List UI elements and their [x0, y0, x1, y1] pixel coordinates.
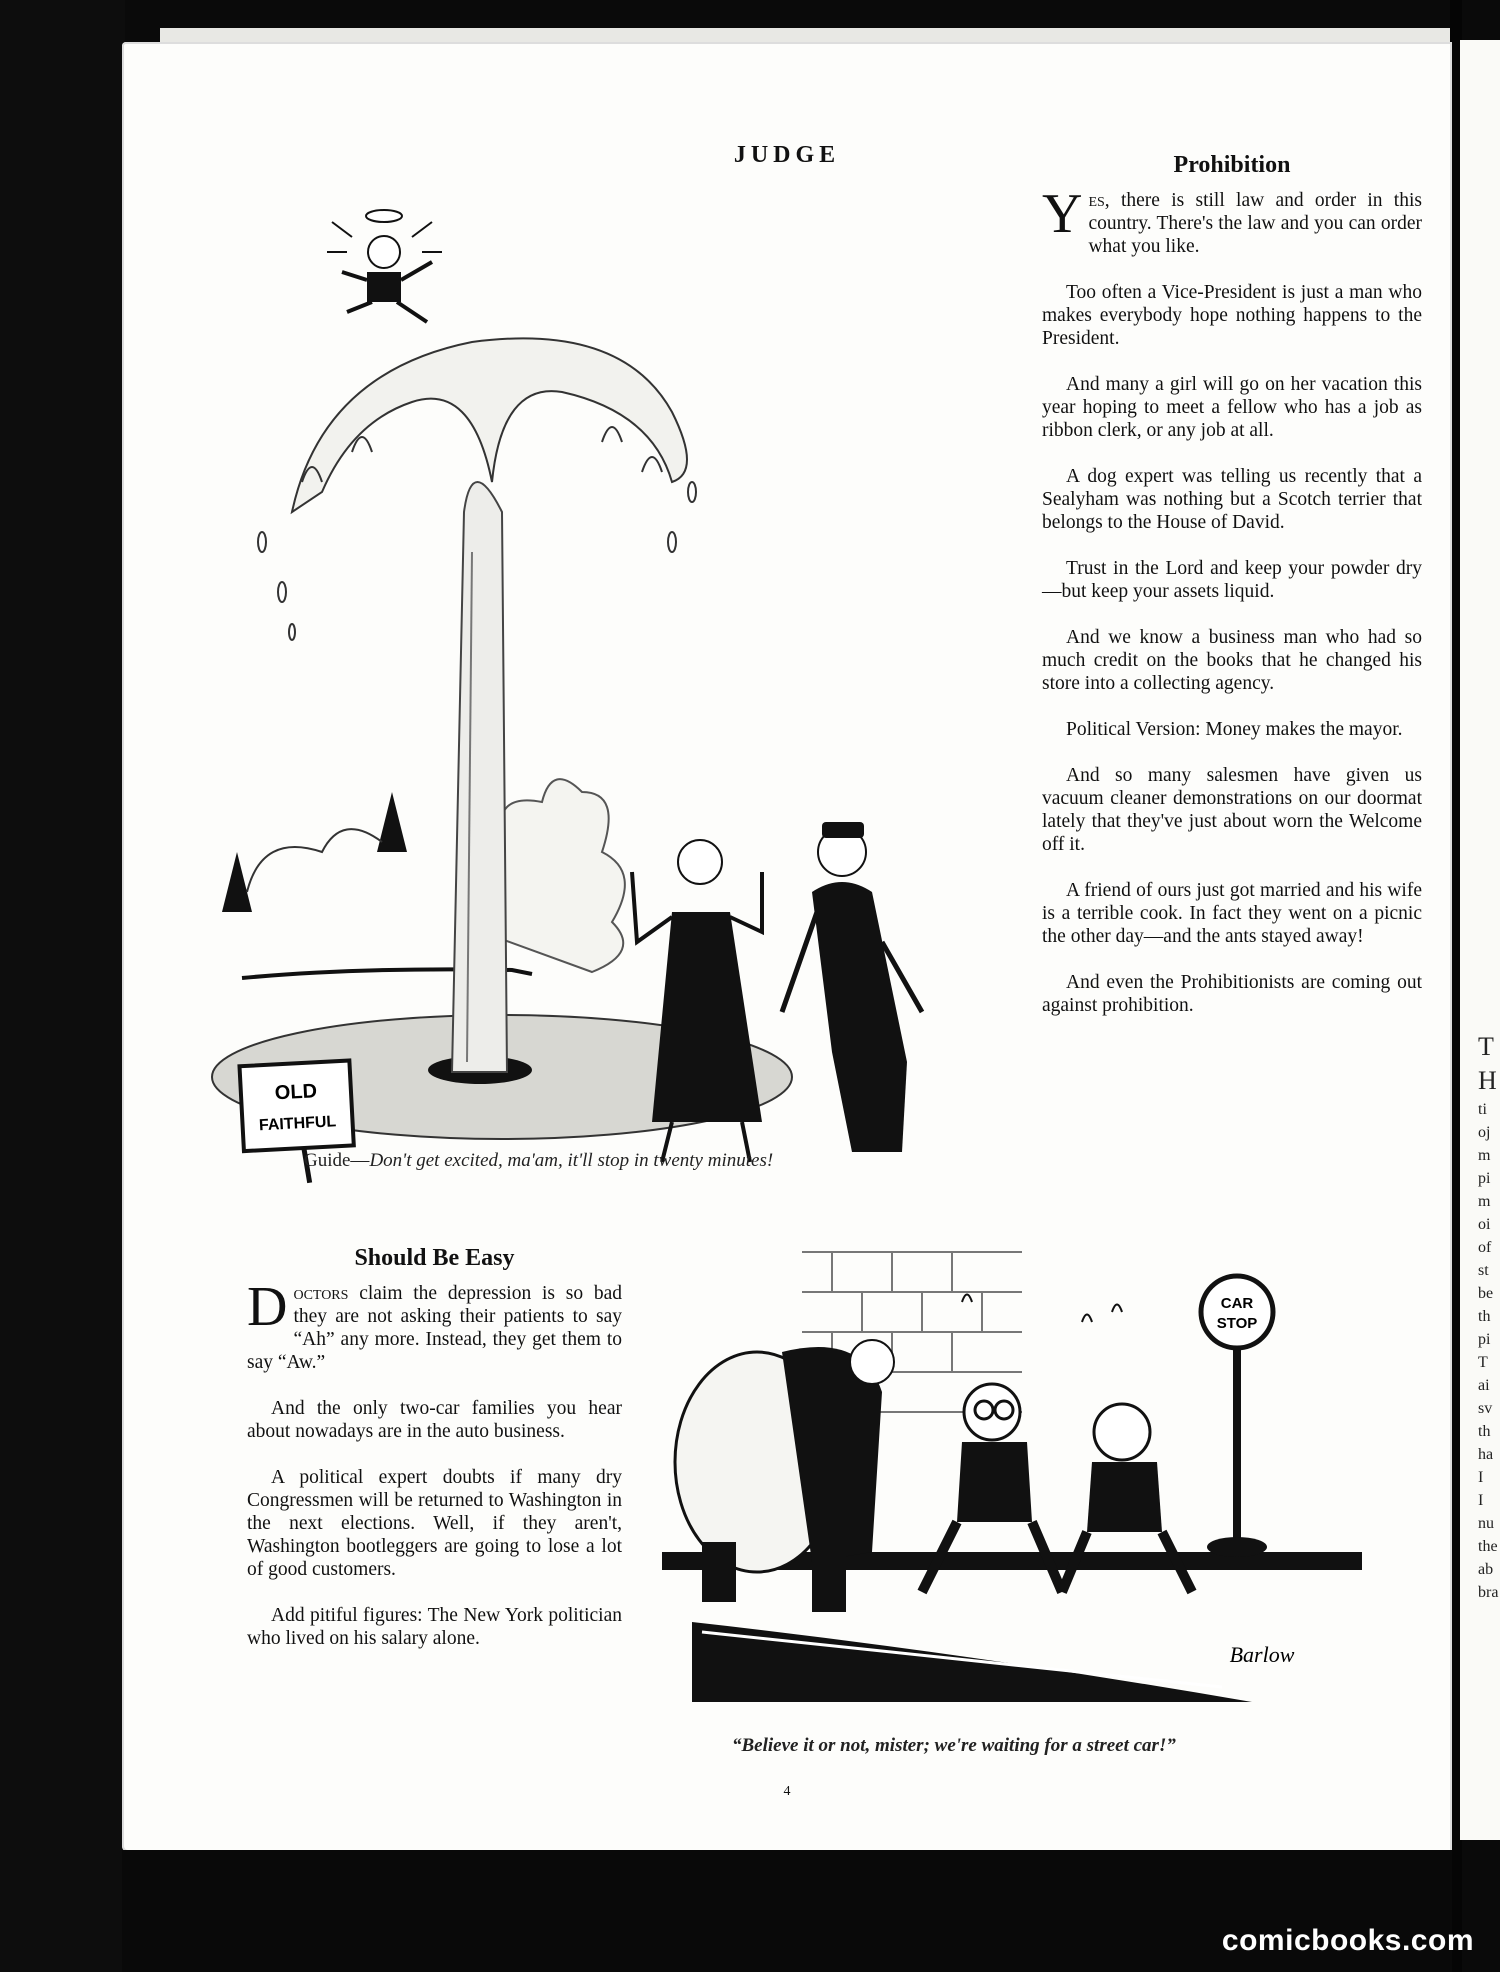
paragraph: Add pitiful figures: The New York politician who lived on his salary alone.: [247, 1605, 622, 1649]
streetcar-cartoon: [662, 1232, 1362, 1712]
geyser-cartoon: [202, 152, 942, 1192]
paragraph: And the only two-car families you hear about nowadays are in the auto business.: [247, 1398, 622, 1442]
paragraph: And even the Prohibitionists are coming out against prohibition.: [1042, 972, 1422, 1016]
facing-page-fragment: ai: [1478, 1377, 1490, 1394]
streetcar-illustration: [662, 1232, 1362, 1712]
facing-page-fragment: the: [1478, 1538, 1498, 1555]
facing-page-fragment: th: [1478, 1308, 1491, 1325]
should-be-easy-column: [247, 1247, 622, 1673]
geyser-illustration: [202, 152, 942, 1192]
lead-text: there is still law and order in this country. There's the law and you can order what you like.: [1088, 190, 1422, 257]
lead-smallcaps: octors: [293, 1283, 349, 1304]
facing-page-fragment: bra: [1478, 1584, 1499, 1601]
drop-cap: Y: [1042, 183, 1083, 245]
paragraph: A friend of ours just got married and his wife is a terrible cook. In fact they went on a picnic the other day—and the ants stayed away!: [1042, 880, 1422, 947]
prohibition-lead: [1042, 183, 1422, 258]
prohibition-title: Prohibition: [1173, 152, 1291, 178]
lead-smallcaps: es,: [1088, 190, 1110, 211]
page-number: 4: [783, 1784, 791, 1799]
scan-border-left: [0, 0, 125, 1972]
paragraph: Trust in the Lord and keep your powder dry—but keep your assets liquid.: [1042, 558, 1422, 602]
magazine-header: JUDGE: [733, 142, 841, 168]
sign-line-2: FAITHFUL: [258, 1113, 337, 1135]
streetcar-caption: [732, 1735, 1176, 1757]
facing-page-fragment: T: [1478, 1032, 1494, 1061]
paragraph: And so many salesmen have given us vacuum cleaner demonstrations on our doormat lately that they've just about worn the Welcome off it.: [1042, 765, 1422, 855]
facing-page-fragment: T: [1478, 1354, 1488, 1371]
facing-page-fragment: oi: [1478, 1216, 1491, 1233]
prohibition-column: [1042, 154, 1422, 1040]
facing-page-fragment: sv: [1478, 1400, 1493, 1417]
facing-page-fragment: of: [1478, 1239, 1492, 1256]
facing-page-fragment: I: [1478, 1492, 1484, 1509]
paragraph: A political expert doubts if many dry Congressmen will be returned to Washington in the next elections. Well, if they aren't, Washington bootleggers are going to lose a lot of good customers.: [247, 1467, 622, 1580]
facing-page-fragment: ha: [1478, 1446, 1494, 1463]
paragraph: Too often a Vice-President is just a man who makes everybody hope nothing happens to the President.: [1042, 282, 1422, 349]
facing-page-fragment: m: [1478, 1147, 1491, 1164]
facing-page-fragment: st: [1478, 1262, 1489, 1279]
watermark: comicbooks.com: [1221, 1924, 1474, 1957]
sign-line-1: OLD: [274, 1080, 318, 1105]
paragraph: Political Version: Money makes the mayor.: [1066, 719, 1403, 740]
caption-text: Don't get excited, ma'am, it'll stop in twenty minutes!: [369, 1150, 774, 1171]
facing-page-fragment: be: [1478, 1285, 1494, 1302]
facing-page-fragment: oj: [1478, 1124, 1491, 1141]
facing-page-fragment: ab: [1478, 1561, 1494, 1578]
drop-cap: D: [247, 1276, 288, 1338]
paragraph: And we know a business man who had so much credit on the books that he changed his store into a collecting agency.: [1042, 627, 1422, 694]
artist-signature: Barlow: [1229, 1642, 1295, 1667]
lead-text: claim the depression is so bad they are not asking their patients to say “Ah” any more. Instead, they get them to say “Aw.”: [247, 1283, 622, 1373]
facing-page-fragment: pi: [1478, 1331, 1491, 1348]
facing-page-fragments: [1478, 1030, 1500, 1604]
should-be-easy-title: Should Be Easy: [354, 1245, 515, 1271]
facing-page-edge: [1460, 40, 1500, 1840]
streetcar-caption-text: “Believe it or not, mister; we're waiting for a street car!”: [732, 1735, 1176, 1756]
facing-page-fragment: m: [1478, 1193, 1491, 1210]
facing-page-fragment: ti: [1478, 1101, 1487, 1118]
facing-page-fragment: pi: [1478, 1170, 1491, 1187]
should-be-easy-lead: [247, 1276, 622, 1374]
facing-page-fragment: H: [1478, 1066, 1497, 1095]
caption-speaker: Guide—: [304, 1150, 370, 1171]
facing-page-fragment: nu: [1478, 1515, 1494, 1532]
facing-page-fragment: th: [1478, 1423, 1491, 1440]
facing-page-fragment: I: [1478, 1469, 1484, 1486]
geyser-caption: [304, 1150, 773, 1172]
car-stop-sign-line-1: CAR: [1220, 1295, 1254, 1312]
paragraph: A dog expert was telling us recently that a Sealyham was nothing but a Scotch terrier that belongs to the House of David.: [1042, 466, 1422, 533]
car-stop-sign-line-2: STOP: [1216, 1315, 1258, 1332]
paragraph: And many a girl will go on her vacation this year hoping to meet a fellow who has a job as ribbon clerk, or any job at all.: [1042, 374, 1422, 441]
magazine-page: [122, 42, 1452, 1852]
